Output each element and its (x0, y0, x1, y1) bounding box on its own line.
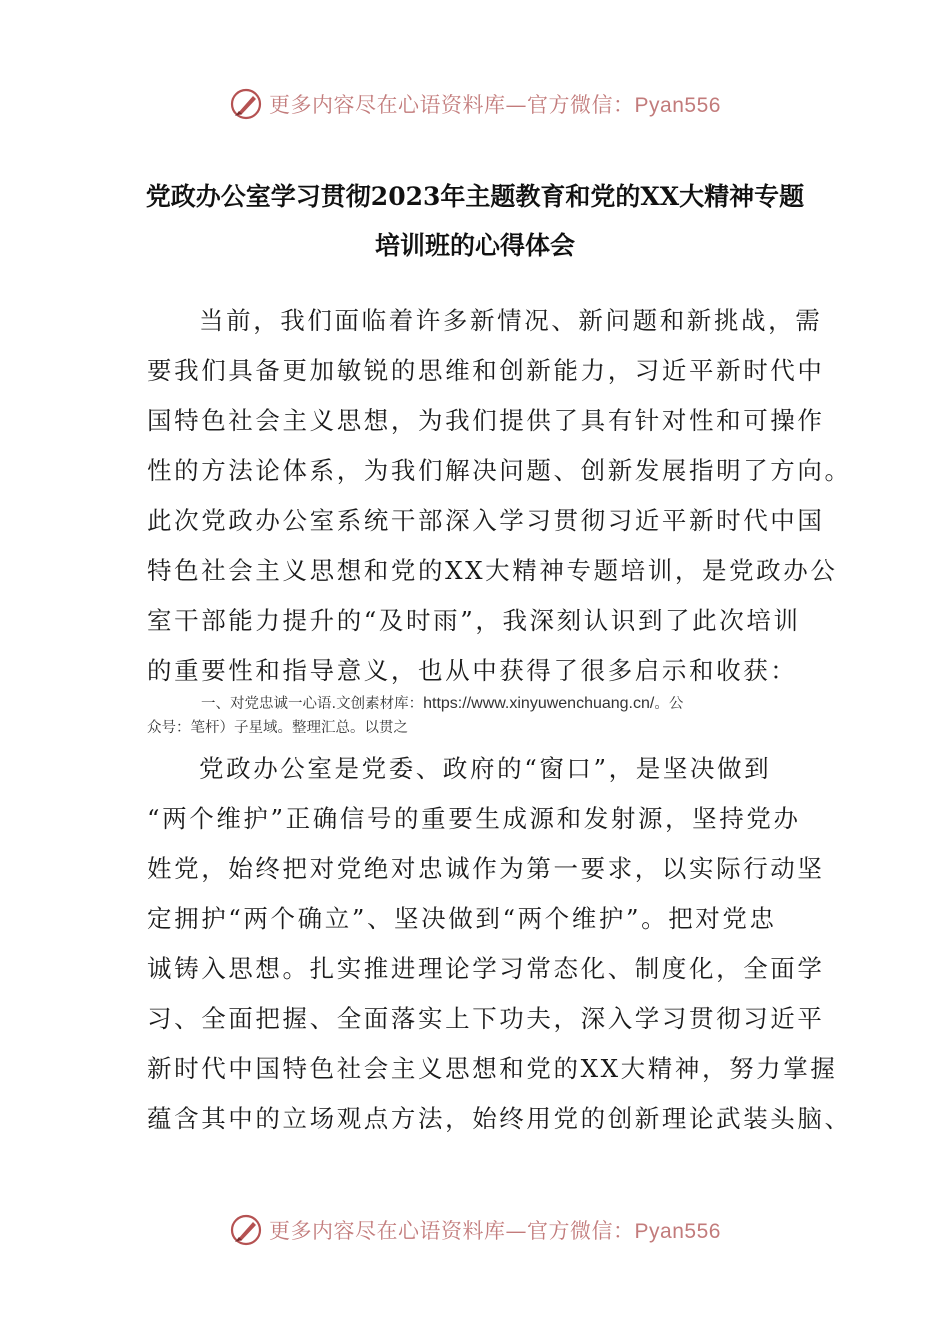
footer-watermark-banner (0, 1210, 950, 1250)
paragraph-line: 的重要性和指导意义，也从中获得了很多启示和收获： (147, 656, 798, 685)
quill-pen-logo-icon (229, 87, 263, 121)
paragraph-line: 诚铸入思想。扎实推进理论学习常态化、制度化，全面学 (147, 954, 825, 983)
paragraph-line: 姓党，始终把对党绝对忠诚作为第一要求，以实际行动坚 (147, 854, 825, 883)
paragraph-line: 国特色社会主义思想，为我们提供了具有针对性和可操作 (147, 406, 825, 435)
section-heading-line-2: 众号：笔杆）子星域。整理汇总。以贯之 (147, 720, 408, 736)
banner-text: 更多内容尽在心语资料库—官方微信：Pyan556 (269, 1219, 721, 1243)
paragraph-line: 特色社会主义思想和党的XX大精神专题培训，是党政办公 (147, 556, 838, 585)
document-title (60, 172, 890, 270)
paragraph-line: “两个维护”正确信号的重要生成源和发射源，坚持党办 (147, 804, 801, 833)
source-url: https://www.xinyuwenchuang.cn/ (423, 695, 655, 712)
wechat-id: Pyan556 (634, 1220, 721, 1243)
wechat-id: Pyan556 (634, 94, 721, 117)
title-line-2: 培训班的心得体会 (374, 231, 575, 260)
banner-text: 更多内容尽在心语资料库—官方微信：Pyan556 (269, 93, 721, 117)
quill-pen-logo-icon (229, 1213, 263, 1247)
paragraph-line: 党政办公室是党委、政府的“窗口”，是坚决做到 (199, 754, 772, 783)
paragraph-line: 室干部能力提升的“及时雨”，我深刻认识到了此次培训 (147, 606, 801, 635)
paragraph-line: 蕴含其中的立场观点方法，始终用党的创新理论武装头脑、 (147, 1104, 852, 1133)
section-heading-line-1: 一、对党忠诚一心语.文创素材库：https://www.xinyuwenchuang.cn/。公 (201, 695, 684, 712)
paragraph-line: 此次党政办公室系统干部深入学习贯彻习近平新时代中国 (147, 506, 825, 535)
paragraph-line: 定拥护“两个确立”、坚决做到“两个维护”。把对党忠 (147, 904, 777, 933)
header-watermark-banner (0, 84, 950, 124)
paragraph-line: 新时代中国特色社会主义思想和党的XX大精神，努力掌握 (147, 1054, 838, 1083)
paragraph-line: 性的方法论体系，为我们解决问题、创新发展指明了方向。 (147, 456, 852, 485)
paragraph-line: 习、全面把握、全面落实上下功夫，深入学习贯彻习近平 (147, 1004, 825, 1033)
section-heading (147, 692, 807, 740)
paragraph-1 (147, 296, 852, 696)
paragraph-line: 要我们具备更加敏锐的思维和创新能力，习近平新时代中 (147, 356, 825, 385)
paragraph-2 (147, 744, 852, 1144)
paragraph-line: 当前，我们面临着许多新情况、新问题和新挑战，需 (199, 306, 823, 335)
title-line-1: 党政办公室学习贯彻2023年主题教育和党的XX大精神专题 (145, 182, 805, 211)
